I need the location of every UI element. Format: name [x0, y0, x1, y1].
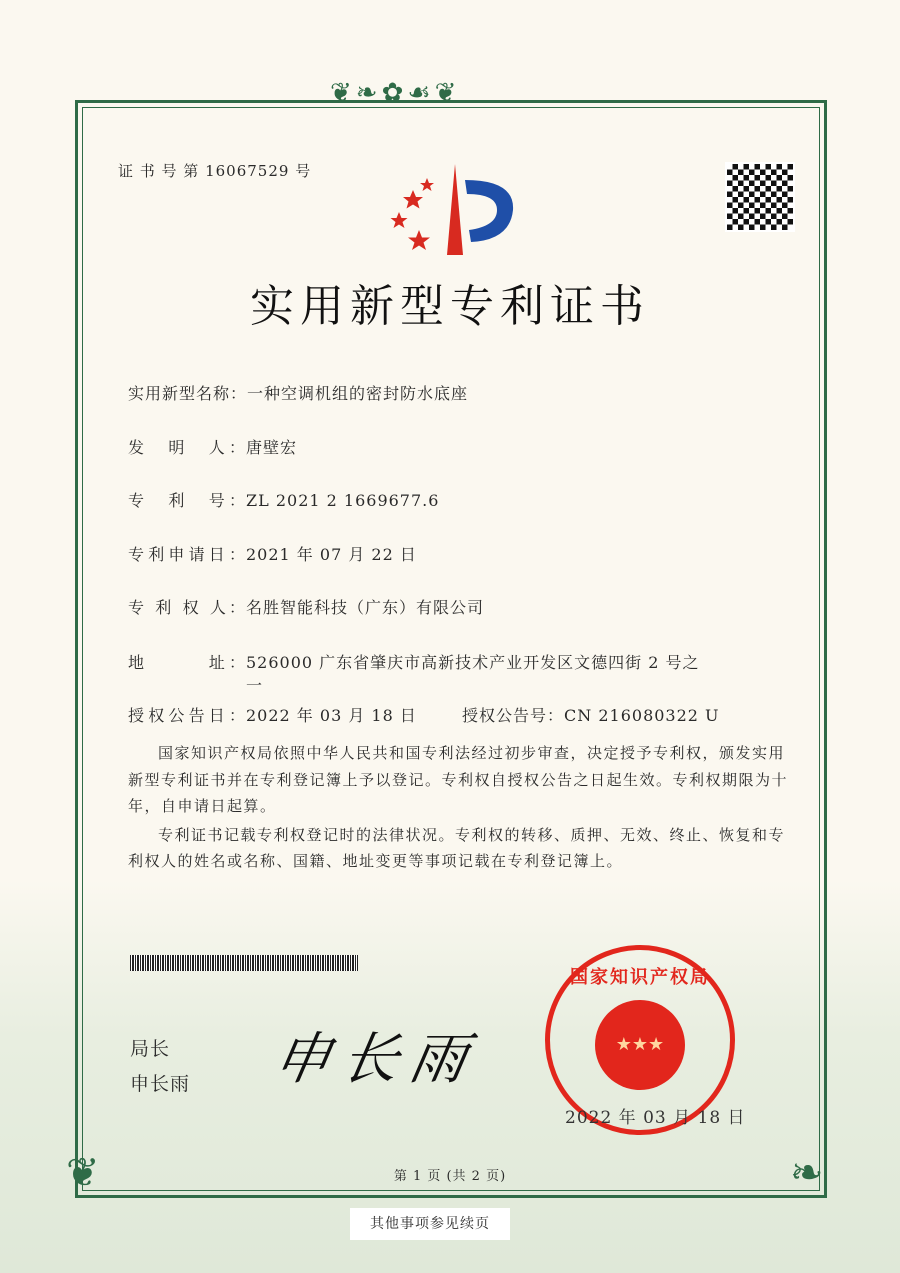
qr-code — [725, 162, 795, 232]
signature: 申长雨 — [268, 1027, 484, 1092]
certificate-title: 实用新型专利证书 — [250, 281, 650, 332]
corner-ornament-icon: ❧ — [790, 1150, 824, 1196]
cnipa-logo-icon — [385, 160, 520, 260]
continued-note: 其他事项参见续页 — [350, 1208, 510, 1240]
national-emblem-icon: ★★★ — [595, 1000, 685, 1090]
field-patentee: 专 利 权 人：名胜智能科技（广东）有限公司 — [128, 598, 485, 617]
barcode — [130, 955, 358, 971]
field-address-cont: 一 — [246, 676, 264, 695]
certificate-number: 证 书 号 第 16067529 号 — [118, 162, 312, 180]
seal-text: 国家知识产权局 — [570, 967, 710, 988]
field-inventor: 发 明 人：唐壁宏 — [128, 438, 298, 457]
field-name: 实用新型名称：一种空调机组的密封防水底座 — [128, 384, 469, 403]
field-application-date: 专利申请日：2021 年 07 月 22 日 — [128, 545, 417, 564]
corner-ornament-icon: ❦ — [66, 1150, 100, 1196]
paragraph-legal-status: 专利证书记载专利权登记时的法律状况。专利权的转移、质押、无效、终止、恢复和专利权人的姓名或名称、国籍、地址变更等事项记载在专利登记簿上。 — [128, 825, 786, 870]
field-announcement-no: 授权公告号：CN 216080322 U — [462, 706, 720, 725]
signatory-title: 局长 — [130, 1038, 171, 1060]
signatory-name: 申长雨 — [130, 1073, 191, 1095]
top-ornament-icon: ❦❧✿☙❦ — [330, 78, 461, 108]
field-address: 地 址：526000 广东省肇庆市高新技术产业开发区文德四街 2 号之 — [128, 653, 700, 672]
field-patent-number: 专 利 号：ZL 2021 2 1669677.6 — [128, 491, 440, 510]
field-grant-date: 授权公告日：2022 年 03 月 18 日 — [128, 706, 417, 725]
body-text — [128, 740, 798, 877]
page-number: 第 1 页 (共 2 页) — [393, 1169, 507, 1184]
seal-date: 2022 年 03 月 18 日 — [565, 1108, 746, 1128]
paragraph-grant: 国家知识产权局依照中华人民共和国专利法经过初步审查，决定授予专利权，颁发实用新型专利证书并在专利登记簿上予以登记。专利权自授权公告之日起生效。专利权期限为十年，自申请日起算。 — [128, 744, 789, 815]
